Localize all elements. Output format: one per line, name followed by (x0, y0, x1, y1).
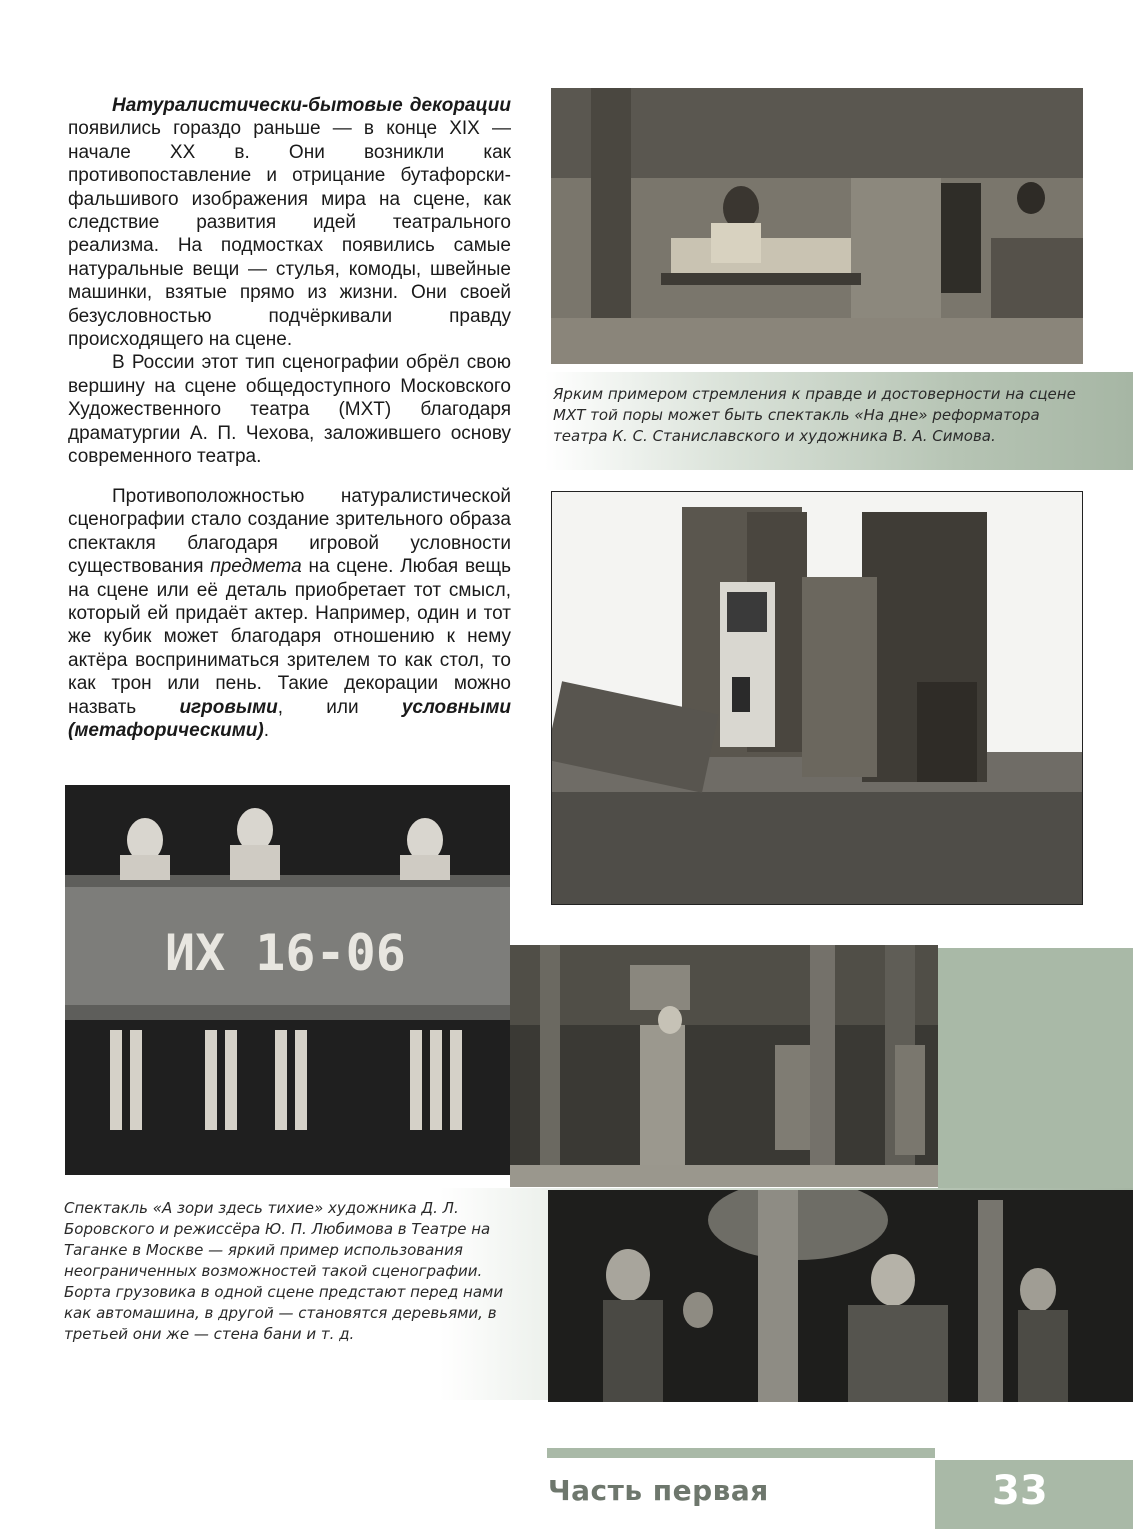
paragraph-text: Противоположностью натуралистической сценографии стало создание зрительного образа спектакля благодаря игровой условности существования (68, 486, 511, 578)
term-playful: игровыми (179, 696, 278, 718)
term-conditional: условными (метафорическими) (68, 696, 511, 742)
photo-wooden-panels (551, 491, 1083, 905)
caption-taganka: Спектакль «А зори здесь тихие» художника Д. Л. Боровского и режиссёра Ю. П. Любимова в Театре на Таганке в Москве — яркий пример использования неограниченных возможностей такой сценографии. Борта грузовика в одной сцене предстают перед нами как автомашина, в другой — становятся деревьями, в третьей они же — стена бани и т. д. (64, 1199, 504, 1343)
photo-na-dne-stage (551, 88, 1083, 364)
paragraph-text: на сцене. Любая вещь на сцене или её деталь приобретает тот смысл, который ей придаёт актер. Например, один и тот же кубик может благодаря отношению к нему актёра восприниматься зрителем то как стол, то как трон или пень. Такие декорации можно назвать (68, 556, 511, 718)
side-band-right (938, 948, 1133, 1188)
page-number: 33 (992, 1468, 1048, 1514)
truck-plate-text: ИХ 16-06 (165, 924, 406, 982)
photo-soldiers-scene (548, 1190, 1133, 1402)
photo-forest-scene (510, 945, 938, 1187)
caption-mxt: Ярким примером стремления к правде и достоверности на сцене МХТ той поры может быть спектакль «На дне» реформатора театра К. С. Станиславского и художника В. А. Симова. (553, 385, 1076, 445)
paragraph-text: появились гораздо раньше — в конце XIX — начале XX в. Они возникли как противопоставление и отрицание бутафорски-фальшивого изображения мира на сцене, как следствие развития идей театрального реализма. На подмостках появились самые натуральные вещи — стулья, комоды, швейные машинки, взятые прямо из жизни. Они своей безусловностью подчёркивали правду происходящего на сцене. (68, 118, 511, 351)
section-label: Часть первая (548, 1474, 769, 1507)
text-block-metaphoric (68, 485, 511, 742)
term-object: предмета (210, 556, 302, 578)
footer-rule (547, 1448, 935, 1458)
text-block-naturalistic (68, 94, 511, 469)
paragraph-text: . (263, 720, 269, 742)
paragraph-text: , или (277, 696, 402, 718)
term-naturalistic: Натуралистически-бытовые декорации (112, 95, 511, 116)
photo-truck-performance (65, 785, 510, 1175)
paragraph-russia: В России этот тип сценографии обрёл свою вершину на сцене общедоступного Московского Художественного театра (МХТ) благодаря драматургии А. П. Чехова, заложившего основу современного театра. (68, 352, 511, 468)
